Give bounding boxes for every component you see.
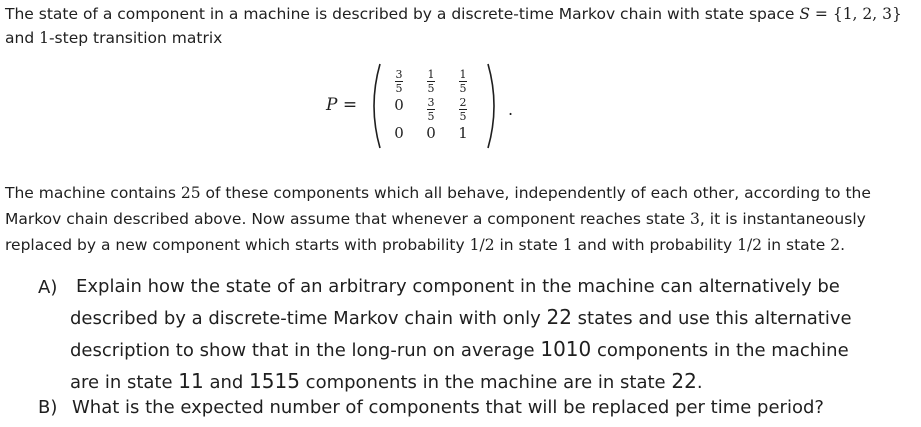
description-paragraph: The machine contains 25 of these components which all behave, independently of each other, according to the Markov chain described above. Now assume that whenever a component reaches state 3, it is instantaneously replaced by a new component which starts with probability 1/2 in state 1 and with probability 1/2 in state 2. <box>5 184 871 254</box>
step-number: 1 <box>39 29 49 47</box>
state-number: 2 <box>830 236 841 254</box>
intro-paragraph <box>5 2 910 50</box>
state-count: 22 <box>546 305 572 329</box>
average-count: 1515 <box>249 369 300 393</box>
state-space-symbol: S <box>799 5 810 23</box>
matrix-cell-1-3: $\frac{1}{5}$ <box>459 68 467 95</box>
state-number: 3 <box>690 210 700 228</box>
state-label: 11 <box>178 369 204 393</box>
question-a-label: A) <box>38 277 58 298</box>
intro-text: -step transition matrix <box>48 29 223 47</box>
intro-text: The state of a component in a machine is described by a discrete-time Markov chain with state space <box>5 5 800 23</box>
matrix-cell-1-1: $\frac{3}{5}$ <box>395 68 403 95</box>
matrix-label: P = <box>326 95 358 115</box>
matrix-cell-3-2: 0 <box>426 124 436 142</box>
transition-matrix <box>326 62 526 150</box>
intro-text: and <box>5 29 40 47</box>
matrix-cell-2-1: 0 <box>394 96 404 114</box>
matrix-cell-3-1: 0 <box>394 124 404 142</box>
question-a-text: Explain how the state of an arbitrary component in the machine can alternatively be described by a discrete-time Markov chain with only 22 states and use this alternative description to show that in the long-run on average 1010 components in the machine are in state 11 and 1515 components in the machine are in state 22. <box>70 276 852 393</box>
equals-sign: = <box>809 5 833 23</box>
matrix-period: . <box>508 100 514 119</box>
matrix-cell-1-2: $\frac{1}{5}$ <box>427 68 435 95</box>
state-number: 1 <box>562 236 573 254</box>
question-b-text: What is the expected number of components that will be replaced per time period? <box>72 397 824 418</box>
probability-value: 1/2 <box>469 236 495 254</box>
component-count: 25 <box>180 184 201 202</box>
matrix-cell-2-3: $\frac{2}{5}$ <box>459 96 467 123</box>
average-count: 1010 <box>540 337 592 361</box>
probability-value: 1/2 <box>737 236 763 254</box>
left-parenthesis <box>366 62 384 150</box>
state-label: 22 <box>671 369 697 393</box>
matrix-cell-2-2: $\frac{3}{5}$ <box>427 96 435 123</box>
state-set: {1, 2, 3} <box>832 5 902 23</box>
right-parenthesis <box>484 62 502 150</box>
question-b-label: B) <box>38 397 58 418</box>
matrix-cell-3-3: 1 <box>458 124 468 142</box>
